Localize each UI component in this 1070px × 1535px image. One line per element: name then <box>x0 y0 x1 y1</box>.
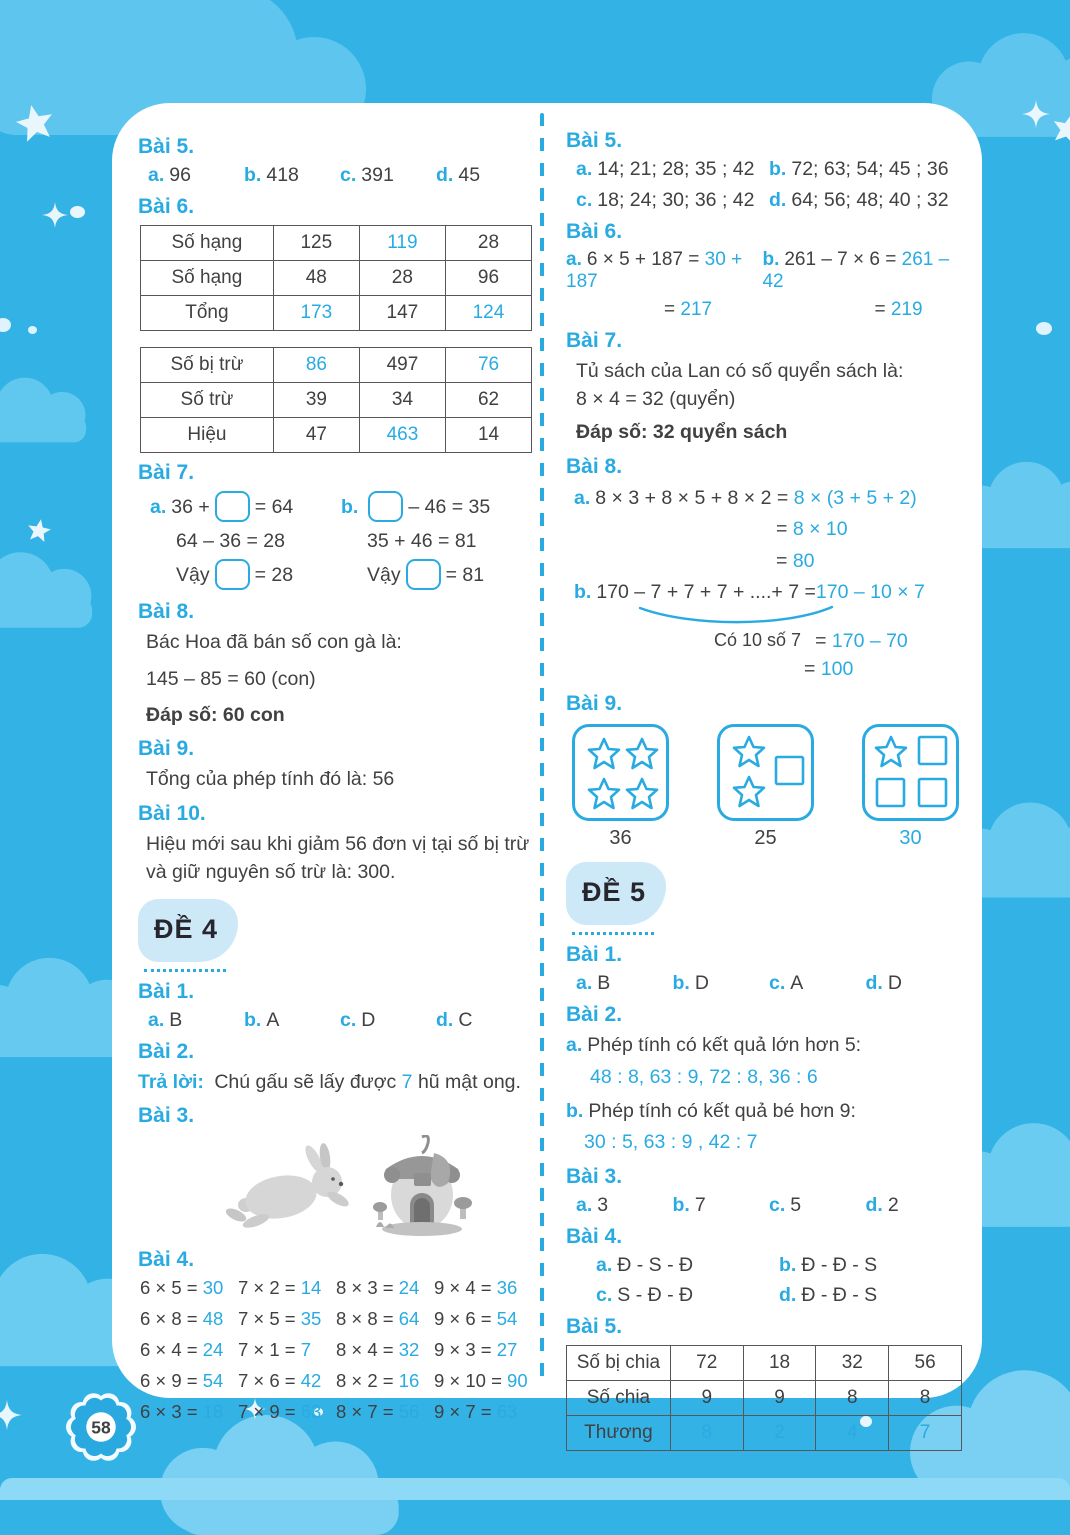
answer-box <box>215 491 250 522</box>
answer-box <box>215 559 250 590</box>
star-decoration <box>26 518 52 543</box>
star-icon <box>587 737 621 771</box>
missing-number-exercise: a. 36 + = 64 64 – 36 = 28 Vậy = 28 b. – 46 = 35 35 + 46 = 81 Vậy = 81 <box>150 490 532 592</box>
dot-decoration <box>1036 322 1052 335</box>
solution-text: Tổng của phép tính đó là: 56 <box>146 768 395 791</box>
square-icon <box>875 777 906 808</box>
left-column <box>112 103 540 1423</box>
section-title: Bài 6. <box>566 220 623 243</box>
brace-note: Có 10 số 7 = 170 – 70 <box>714 630 908 653</box>
section-title: Bài 5. <box>138 135 195 158</box>
star-icon <box>587 777 621 811</box>
answer-options: c. 18; 24; 30; 36 ; 42 d. 64; 56; 48; 40 ; 32 <box>576 189 949 211</box>
star-icon <box>625 777 659 811</box>
sparkle-icon <box>1022 100 1050 128</box>
dotted-underline <box>572 932 654 935</box>
answer-options: a. B b. D c. A d. D <box>576 972 902 995</box>
section-title: Bài 4. <box>566 1225 623 1249</box>
square-icon <box>917 735 948 766</box>
expression-solutions: a. 6 × 5 + 187 = 30 + 187 = 217 b. 261 – 7 × 6 = 261 – 42 = 219 <box>566 249 950 320</box>
shape-box <box>717 724 814 821</box>
section-title: Bài 10. <box>138 802 206 826</box>
cloud-decoration <box>120 1415 450 1535</box>
question-text: b. Phép tính có kết quả bé hơn 9: <box>566 1099 856 1122</box>
section-title: Bài 5. <box>566 129 623 152</box>
star-icon <box>732 775 766 809</box>
sparkle-icon <box>0 1400 22 1430</box>
answer-options: a. 3 b. 7 c. 5 d. 2 <box>576 1194 899 1217</box>
cloud-decoration <box>0 370 110 450</box>
answer-box <box>368 491 403 522</box>
division-table: Số bị chia 72 18 32 56 Số chia 9 9 8 8 Thương 8 2 4 7 <box>566 1345 962 1451</box>
sparkle-icon <box>42 202 68 228</box>
section-title: Bài 2. <box>138 1039 195 1063</box>
section-title: Bài 3. <box>566 1165 623 1189</box>
answer-list: 30 : 5, 63 : 9 , 42 : 7 <box>584 1131 758 1154</box>
test-badge: ĐỀ 4 <box>138 899 238 962</box>
section-title: Bài 2. <box>566 1003 623 1027</box>
answer-statement: Đáp số: 32 quyển sách <box>576 421 788 444</box>
question-text: a. Phép tính có kết quả lớn hơn 5: <box>566 1034 862 1057</box>
answer-box <box>406 559 441 590</box>
multiplication-facts: 6 × 5 = 30 7 × 2 = 14 8 × 3 = 24 9 × 4 = 36 6 × 8 = 48 7 × 5 = 35 8 × 8 = 64 9 × 6 = 54 6 × 4 = 24 7 × 1 = 7 8 × 4 = 32 9 × 3 = 27 6 × 9 = 54 7 × 6 = 42 8 × 2 = 16 9 × 10 = 90 6 × 3 = 18 7 × 9 = 63 8 × 7 = 56 9 × 7 = 63 <box>140 1277 528 1423</box>
shape-box <box>572 724 669 821</box>
answer-options: c. S - Đ - Đ d. Đ - Đ - S <box>596 1284 878 1307</box>
section-title: Bài 9. <box>566 692 623 716</box>
square-icon <box>774 755 805 786</box>
dotted-underline <box>144 969 226 972</box>
section-title: Bài 5. <box>566 1315 623 1339</box>
brace-decoration <box>636 605 836 625</box>
solution-text: 145 – 85 = 60 (con) <box>146 668 316 691</box>
section-title: Bài 9. <box>138 737 195 761</box>
star-icon <box>732 735 766 769</box>
section-title: Bài 7. <box>138 461 195 484</box>
solution-text: 8 × 4 = 32 (quyển) <box>576 387 736 410</box>
answer-options: a. B b. A c. D d. C <box>148 1008 473 1031</box>
star-decoration <box>14 103 56 143</box>
star-decoration <box>1050 112 1070 146</box>
page-number-badge <box>66 1392 136 1462</box>
box-value: 25 <box>754 827 777 850</box>
rabbit-illustration <box>226 1143 351 1231</box>
expression-solution: b. 170 – 7 + 7 + 7 + ....+ 7 =170 – 10 × 7 <box>574 580 925 603</box>
section-title: Bài 3. <box>138 1104 195 1128</box>
rabbit-and-acorn-house-illustration <box>226 1135 486 1239</box>
sum-table: Số hạng 125 119 28 Số hạng 48 28 96 Tổng 173 147 124 <box>140 225 532 331</box>
shape-box <box>862 724 959 821</box>
dot-decoration <box>0 318 11 332</box>
expression-solution: = 100 <box>804 658 854 681</box>
answer-sentence: Trả lời: Chú gấu sẽ lấy được 7 hũ mật ong. <box>138 1070 521 1093</box>
difference-table: Số bị trừ 86 497 76 Số trừ 39 34 62 Hiệu 47 463 14 <box>140 347 532 453</box>
star-icon <box>625 737 659 771</box>
workbook-page <box>112 103 982 1444</box>
section-title: Bài 8. <box>138 600 195 624</box>
star-icon <box>874 735 908 769</box>
test-badge: ĐỀ 5 <box>566 862 666 925</box>
section-title: Bài 1. <box>566 943 623 967</box>
acorn-house-illustration <box>373 1136 472 1236</box>
answer-options: a. 96 b. 418 c. 391 d. 45 <box>148 164 481 186</box>
answer-options: a. 14; 21; 28; 35 ; 42 b. 72; 63; 54; 45 ; 36 <box>576 158 949 180</box>
section-title: Bài 6. <box>138 195 195 218</box>
cloud-decoration <box>0 1478 1070 1500</box>
right-column <box>544 103 982 1444</box>
square-icon <box>917 777 948 808</box>
shape-value-boxes <box>572 724 962 850</box>
section-title: Bài 7. <box>566 329 623 352</box>
solution-text: Bác Hoa đã bán số con gà là: <box>146 631 402 654</box>
answer-options: a. Đ - S - Đ b. Đ - Đ - S <box>596 1254 878 1277</box>
expression-solution: a. 8 × 3 + 8 × 5 + 8 × 2 = 8 × (3 + 5 + 2) <box>574 487 917 510</box>
answer-statement: Đáp số: 60 con <box>146 703 285 726</box>
expression-solution: = 8 × 10 <box>776 518 848 541</box>
expression-solution: = 80 <box>776 549 815 572</box>
box-value: 30 <box>899 827 922 850</box>
box-value: 36 <box>609 827 632 850</box>
section-title: Bài 8. <box>566 455 623 479</box>
solution-text: Tủ sách của Lan có số quyển sách là: <box>576 360 904 382</box>
page-number: 58 <box>91 1417 111 1438</box>
dot-decoration <box>70 206 85 218</box>
dot-decoration <box>28 326 37 334</box>
section-title: Bài 4. <box>138 1248 195 1272</box>
section-title: Bài 1. <box>138 979 195 1003</box>
cloud-decoration <box>0 545 120 635</box>
solution-text: Hiệu mới sau khi giảm 56 đơn vị tại số bị trừ và giữ nguyên số trừ là: 300. <box>146 833 530 883</box>
answer-list: 48 : 8, 63 : 9, 72 : 8, 36 : 6 <box>590 1066 818 1088</box>
